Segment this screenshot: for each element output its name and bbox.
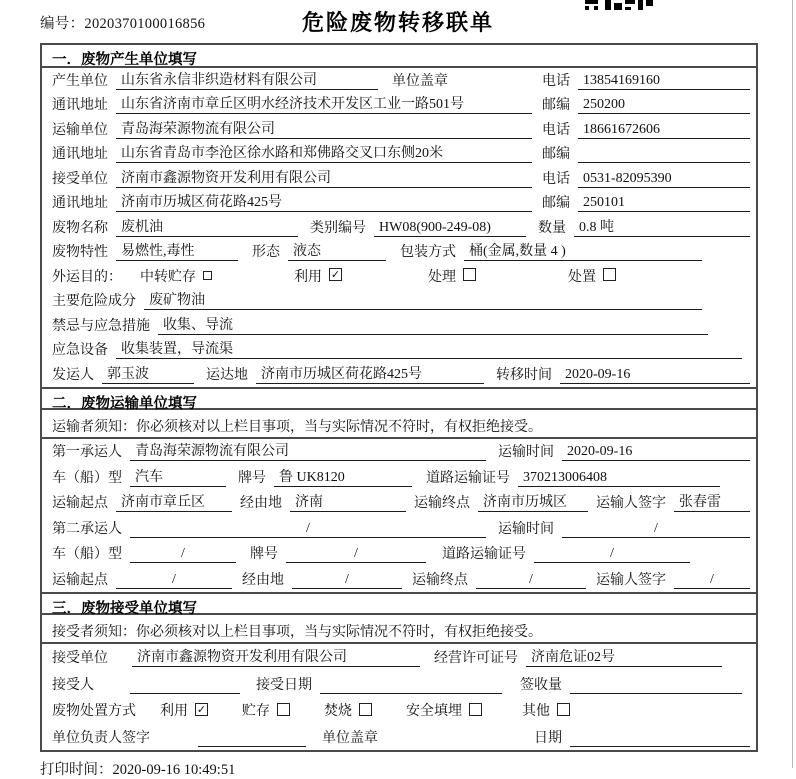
first-vehicle-type-value: 汽车 xyxy=(130,466,226,487)
transporter-notice: 运输者须知：你必须核对以上栏目事项，当与实际情况不符时，有权拒绝接受。 xyxy=(42,410,756,439)
hazard-component-row xyxy=(42,289,756,314)
form-state-value: 液态 xyxy=(288,240,386,261)
date-label: 日期 xyxy=(534,730,562,746)
first-origin-label: 运输起点 xyxy=(52,496,108,511)
section-1-header: 一．废物产生单位填写 xyxy=(42,45,756,68)
second-carrier-sign-label: 运输人签字 xyxy=(596,572,666,588)
transporter-zip-value xyxy=(578,146,750,163)
second-plate-label: 牌号 xyxy=(250,547,278,562)
producer-phone-label: 电话 xyxy=(542,73,570,89)
first-endpoint-label: 运输终点 xyxy=(414,496,470,511)
transit-storage-checkbox xyxy=(203,271,212,280)
qr-code-fragment-icon xyxy=(585,0,653,11)
waste-property-row xyxy=(42,240,756,265)
category-code-label: 类别编号 xyxy=(310,220,366,236)
treat-label: 处理 xyxy=(428,269,456,285)
print-time-value: 2020-09-16 10:49:51 xyxy=(112,761,236,778)
second-vehicle-type-value: / xyxy=(130,546,236,563)
second-origin-label: 运输起点 xyxy=(52,572,108,588)
accepting-unit-row xyxy=(42,644,756,671)
disposal-landfill-checkbox xyxy=(469,703,482,716)
transporter-address-label: 通讯地址 xyxy=(52,147,108,162)
first-origin-value: 济南市章丘区 xyxy=(116,491,232,512)
packaging-label: 包装方式 xyxy=(400,245,456,260)
accepting-person-label: 接受人 xyxy=(52,677,94,693)
producer-zip-value: 250200 xyxy=(578,97,750,114)
transporter-address-row xyxy=(42,142,756,167)
transfer-purpose-label: 外运目的： xyxy=(52,269,122,285)
second-carrier-value: / xyxy=(130,521,486,538)
second-route-row xyxy=(42,566,756,592)
accepting-unit-label: 接受单位 xyxy=(52,651,108,666)
disposal-incinerate-label: 焚烧 xyxy=(324,704,352,719)
accept-date-value xyxy=(320,677,502,694)
disposal-other-label: 其他 xyxy=(522,704,550,719)
form-state-label: 形态 xyxy=(252,245,280,260)
disposal-method-row xyxy=(42,697,756,724)
first-carrier-row xyxy=(42,439,756,465)
emergency-measures-value: 收集、导流 xyxy=(158,314,708,335)
producer-unit-value: 山东省永信非织造材料有限公司 xyxy=(116,69,378,90)
transporter-unit-value: 青岛海荣源物流有限公司 xyxy=(116,118,532,139)
second-carrier-row xyxy=(42,515,756,541)
page-edge-line xyxy=(792,0,793,768)
transporter-phone-value: 18661672606 xyxy=(578,122,750,139)
hazard-component-value: 废矿物油 xyxy=(144,289,702,310)
print-time-label: 打印时间： xyxy=(40,761,113,778)
receiver-phone-label: 电话 xyxy=(542,171,570,187)
receiver-address-label: 通讯地址 xyxy=(52,196,108,211)
first-road-permit-value: 370213006408 xyxy=(518,470,720,487)
disposal-utilize-checkbox: ✓ xyxy=(196,702,207,716)
first-vehicle-row xyxy=(42,464,756,490)
first-via-label: 经由地 xyxy=(240,496,282,511)
disposal-option-other xyxy=(522,700,570,720)
responsible-signature-row xyxy=(42,723,756,750)
received-quantity-label: 签收量 xyxy=(520,677,562,693)
purpose-option-dispose xyxy=(568,266,616,286)
producer-phone-value: 13854169160 xyxy=(578,73,750,90)
first-endpoint-value: 济南市历城区 xyxy=(478,491,588,512)
packaging-value: 桶(金属,数量 4 ) xyxy=(464,240,702,261)
second-plate-value: / xyxy=(286,546,426,563)
receiver-address-row xyxy=(42,191,756,216)
dispose-label: 处置 xyxy=(568,269,596,285)
receiver-unit-value: 济南市鑫源物资开发利用有限公司 xyxy=(116,167,532,188)
second-road-permit-label: 道路运输证号 xyxy=(442,547,526,562)
second-via-label: 经由地 xyxy=(242,572,284,588)
consignor-row xyxy=(42,362,756,387)
print-time xyxy=(40,758,796,779)
disposal-option-incinerate xyxy=(324,700,372,720)
purpose-option-treat xyxy=(428,266,476,286)
document-header xyxy=(0,0,796,42)
disposal-utilize-label: 利用 xyxy=(160,704,188,719)
transporter-unit-row xyxy=(42,117,756,142)
consignor-value: 郭玉波 xyxy=(102,363,194,384)
emergency-measures-label: 禁忌与应急措施 xyxy=(52,318,150,334)
license-number-label: 经营许可证号 xyxy=(434,651,518,666)
doc-number-label: 编号： xyxy=(40,16,85,32)
accept-date-label: 接受日期 xyxy=(256,677,312,693)
transit-storage-label: 中转贮存 xyxy=(140,269,196,285)
accepting-person-row xyxy=(42,670,756,697)
receiver-notice: 接受者须知：你必须核对以上栏目事项，当与实际情况不符时，有权拒绝接受。 xyxy=(42,615,756,644)
first-carrier-sign-value: 张春雷 xyxy=(674,491,750,512)
producer-address-row xyxy=(42,93,756,118)
second-carrier-sign-value: / xyxy=(674,572,750,589)
utilize-label: 利用 xyxy=(294,269,322,285)
first-carrier-value: 青岛海荣源物流有限公司 xyxy=(130,440,486,461)
second-road-permit-value: / xyxy=(534,546,690,563)
receiver-phone-value: 0531-82095390 xyxy=(578,171,750,188)
license-number-value: 济南危证02号 xyxy=(526,646,722,667)
producer-address-value: 山东省济南市章丘区明水经济技术开发区工业一路501号 xyxy=(116,93,532,114)
first-vehicle-type-label: 车（船）型 xyxy=(52,470,122,486)
receiver-seal-label: 单位盖章 xyxy=(322,730,378,746)
first-road-permit-label: 道路运输证号 xyxy=(426,470,510,486)
unit-seal-label: 单位盖章 xyxy=(392,73,448,89)
quantity-label: 数量 xyxy=(538,220,566,236)
transfer-purpose-row xyxy=(42,264,756,289)
received-quantity-value xyxy=(570,677,742,694)
waste-name-row xyxy=(42,215,756,240)
producer-address-label: 通讯地址 xyxy=(52,98,108,113)
purpose-option-transit-storage xyxy=(140,266,212,286)
disposal-landfill-label: 安全填埋 xyxy=(406,704,462,719)
second-origin-value: / xyxy=(116,572,232,589)
waste-name-value: 废机油 xyxy=(116,216,298,237)
disposal-incinerate-checkbox xyxy=(359,703,372,716)
second-endpoint-value: / xyxy=(476,572,586,589)
doc-number-value: 2020370100016856 xyxy=(84,16,206,32)
transporter-unit-label: 运输单位 xyxy=(52,122,108,138)
first-route-row xyxy=(42,490,756,516)
receiver-address-value: 济南市历城区荷花路425号 xyxy=(116,191,532,212)
category-code-value: HW08(900-249-08) xyxy=(374,220,526,237)
destination-label: 运达地 xyxy=(206,367,248,383)
second-endpoint-label: 运输终点 xyxy=(412,572,468,588)
destination-value: 济南市历城区荷花路425号 xyxy=(256,363,484,384)
producer-unit-row xyxy=(42,68,756,93)
waste-property-label: 废物特性 xyxy=(52,245,108,260)
transfer-date-label: 转移时间 xyxy=(496,367,552,383)
section-2-header: 二．废物运输单位填写 xyxy=(42,387,756,410)
responsible-signature-label: 单位负责人签字 xyxy=(52,730,150,746)
section-3-header: 三．废物接受单位填写 xyxy=(42,592,756,615)
disposal-option-utilize xyxy=(160,700,208,720)
hazard-component-label: 主要危险成分 xyxy=(52,294,136,309)
producer-zip-label: 邮编 xyxy=(542,98,570,113)
emergency-measures-row xyxy=(42,313,756,338)
first-plate-value: 鲁 UK8120 xyxy=(274,466,412,487)
disposal-option-store xyxy=(242,700,290,720)
second-via-value: / xyxy=(292,572,402,589)
receiver-zip-label: 邮编 xyxy=(542,196,570,211)
emergency-equipment-value: 收集装置，导流渠 xyxy=(116,338,742,359)
waste-property-value: 易燃性,毒性 xyxy=(116,240,238,261)
receiver-unit-row xyxy=(42,166,756,191)
dispose-checkbox xyxy=(603,268,616,281)
treat-checkbox xyxy=(463,268,476,281)
emergency-equipment-row xyxy=(42,338,756,363)
quantity-value: 0.8 吨 xyxy=(574,216,750,237)
first-transport-date-value: 2020-09-16 xyxy=(562,444,750,461)
manifest-form xyxy=(40,43,758,752)
page-title: 危险废物转移联单 xyxy=(301,11,494,36)
receiver-unit-label: 接受单位 xyxy=(52,171,108,187)
responsible-signature-value xyxy=(198,730,306,747)
transfer-date-value: 2020-09-16 xyxy=(560,367,750,384)
transporter-address-value: 山东省青岛市李沧区徐水路和郑佛路交叉口东侧20米 xyxy=(116,142,532,163)
transporter-phone-label: 电话 xyxy=(542,122,570,138)
purpose-option-utilize xyxy=(294,266,342,286)
emergency-equipment-label: 应急设备 xyxy=(52,343,108,358)
second-transport-date-value: / xyxy=(562,521,750,538)
first-carrier-sign-label: 运输人签字 xyxy=(596,496,666,511)
second-vehicle-type-label: 车（船）型 xyxy=(52,547,122,562)
second-carrier-label: 第二承运人 xyxy=(52,521,122,537)
utilize-checkbox: ✓ xyxy=(330,268,341,281)
second-transport-date-label: 运输时间 xyxy=(498,521,554,537)
producer-unit-label: 产生单位 xyxy=(52,73,108,89)
disposal-method-label: 废物处置方式 xyxy=(52,704,136,719)
date-value xyxy=(570,730,750,747)
receiver-zip-value: 250101 xyxy=(578,195,750,212)
accepting-person-value xyxy=(130,677,240,694)
first-transport-date-label: 运输时间 xyxy=(498,445,554,460)
disposal-store-checkbox xyxy=(277,703,290,716)
consignor-label: 发运人 xyxy=(52,367,94,383)
second-vehicle-row xyxy=(42,541,756,567)
accepting-unit-value: 济南市鑫源物资开发利用有限公司 xyxy=(132,646,420,667)
waste-name-label: 废物名称 xyxy=(52,220,108,236)
first-carrier-label: 第一承运人 xyxy=(52,445,122,460)
disposal-store-label: 贮存 xyxy=(242,704,270,719)
first-plate-label: 牌号 xyxy=(238,470,266,486)
disposal-other-checkbox xyxy=(557,703,570,716)
transporter-zip-label: 邮编 xyxy=(542,147,570,162)
disposal-option-landfill xyxy=(406,700,482,720)
first-via-value: 济南 xyxy=(290,491,406,512)
